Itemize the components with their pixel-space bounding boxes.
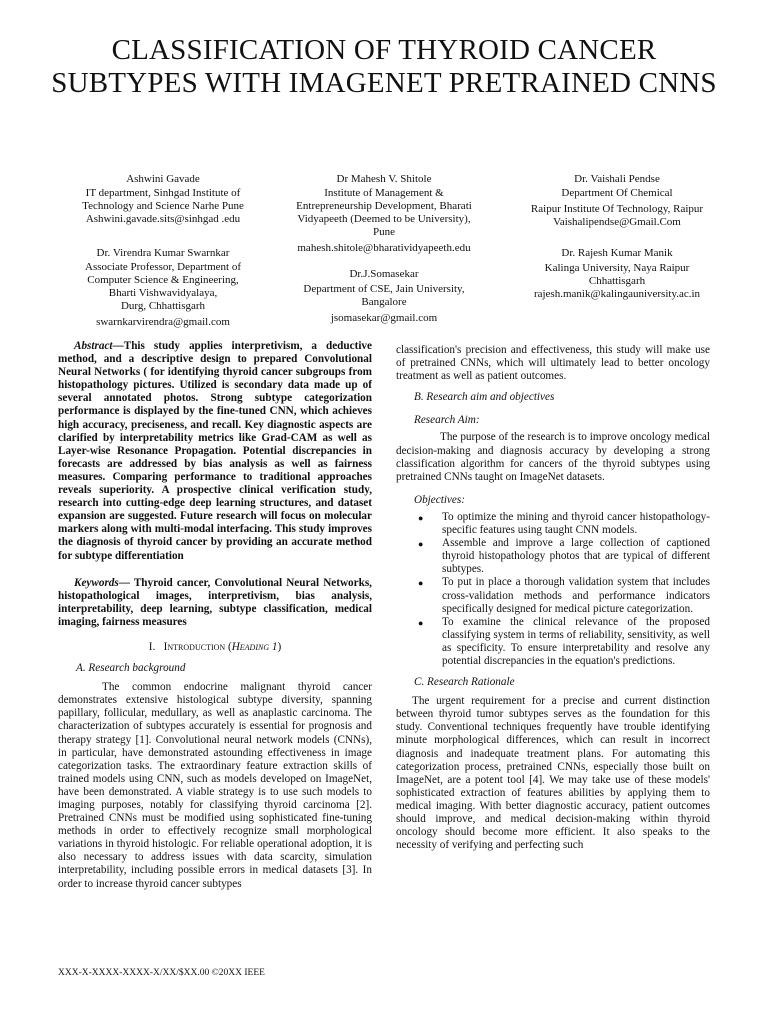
author-affiliation: Department of CSE, Jain University, [303,283,465,295]
section-heading-note: Heading 1 [231,640,278,653]
author-affiliation: IT department, Sinhgad Institute of [85,187,241,199]
abstract [58,340,372,563]
objectives-list [396,511,710,668]
objective-item: ● To examine the clinical relevance of the proposed classifying system in terms of reliability, sensitivity, as well as specificity. To ensure interpretability and resolve any potential discrepancies in the equation's predictions. [442,616,710,668]
author-name: Dr. Virendra Kumar Swarnkar [96,247,230,259]
author-affiliation: Entrepreneurship Development, Bharati [296,200,472,212]
section-paren-open: ( [225,640,232,653]
keywords-label: Keywords [74,576,119,589]
section-number: I. [148,640,156,653]
author-block-4 [58,247,268,329]
author-name: Dr Mahesh V. Shitole [336,173,432,185]
author-affiliation: Technology and Science Narhe Pune [82,200,244,212]
author-affiliation: Pune [373,226,395,238]
section-heading-introduction [58,641,372,654]
right-column [396,344,710,852]
author-affiliation: Chhattisgarh [588,275,646,287]
author-affiliation: Durg, Chhattisgarh [120,300,206,312]
background-text: The common endocrine malignant thyroid cancer demonstrates extensive histological subtype diversity, spanning papillary, follicular, medullary, as well as anaplastic carcinoma. The characterization of subtypes accurately is essential for prognosis and therapy strategy [1]. Convolutional neural network models (CNNs), in particular, have demonstrated astounding effectiveness in image categorization tasks. The extraordinary feature extraction skills of trained models using CNN, such as models developed on ImageNet, have been demonstrated. A viable strategy is to use such models to imaging purposes, notably for classifying thyroid carcinoma [2]. Pretrained CNNs must be modified using sophisticated fine-tuning methods in order to effectively recognize small morphological variations in thyroid histologic. For reliable operational adoption, it is also necessary to address issues with data scarcity, simulation interpretability, including possible errors in medical datasets [3]. In order to increase thyroid cancer subtypes [58,681,372,890]
author-block-5 [275,268,493,325]
rationale-text: The urgent requirement for a precise and current distinction between thyroid tumor subtypes serves as the foundation for this study. Conventional techniques frequently have trouble identifying minute morphological differences, which can result in incorrect diagnosis and inadequate treatment plans. For automating this categorization process, pretrained CNNs, especially those built on ImageNet, are a potent tool [4]. We may take use of these models' sophisticated extraction of features abilities by applying them to medical imaging. With better diagnostic accuracy, patient outcomes should improve, and medical decision-making within thyroid oncology should become more efficient. It also speaks to the necessity of verifying and perfecting such [396,695,710,852]
subsection-heading-background: A. Research background [76,662,186,675]
section-paren-close: ) [277,640,282,653]
author-block-6 [508,247,726,301]
objective-item: ● To put in place a thorough validation system that includes cross-validation methods and performance indicators specifically designed for medical picture categorization. [442,576,710,615]
continuation-text: classification's precision and effectiveness, this study will make use of pretrained CNNs, which will ultimately lead to better oncology treatment as well as patient outcomes. [396,344,710,383]
author-email: rajesh.manik@kalingauniversity.ac.in [533,288,701,300]
author-affiliation: Bharti Vishwavidyalaya, [108,287,218,299]
author-name: Dr. Rajesh Kumar Manik [561,247,673,259]
objectives-label: Objectives: [414,493,465,506]
author-email: mahesh.shitole@bharatividyapeeth.edu [297,242,471,254]
author-email: Vaishalipendse@Gmail.Com [553,216,681,228]
author-block-1 [58,173,268,226]
author-affiliation: Associate Professor, Department of [85,261,241,273]
author-affiliation: Institute of Management & [324,187,444,199]
author-affiliation: Department Of Chemical [561,187,673,199]
subsection-heading-aims: B. Research aim and objectives [414,391,555,404]
keywords [58,577,372,629]
author-affiliation: Computer Science & Engineering, [87,274,239,286]
author-email: jsomasekar@gmail.com [330,312,438,324]
keywords-text: Thyroid cancer, Convolutional Neural Networks, histopathological images, interpretivism, bias analysis, interpretability, deep learning, subtype classification, medical imaging, fairness measures [58,576,372,628]
objective-item: ● Assemble and improve a large collection of captioned thyroid histopathology photos that are typical of different subtypes. [442,537,710,576]
subsection-heading-rationale: C. Research Rationale [414,676,515,689]
author-email: swarnkarvirendra@gmail.com [96,316,230,328]
author-name: Dr.J.Somasekar [349,268,419,280]
section-title: Introduction [163,640,226,653]
research-aim-label: Research Aim: [414,414,480,427]
research-aim-text: The purpose of the research is to improve oncology medical decision-making and diagnosis accuracy by developing a strong classification algorithm for cancers of the thyroid subtypes using pretrained CNNs taught on ImageNet datasets. [396,431,710,483]
author-affiliation: Raipur Institute Of Technology, Raipur [530,203,704,215]
author-block-2 [275,173,493,255]
author-affiliation: Bangalore [361,296,407,308]
author-name: Dr. Vaishali Pendse [574,173,660,185]
abstract-text: This study applies interpretivism, a deductive method, and a descriptive design to prepared Convolutional Neural Networks ( for identifying thyroid cancer subgroups from histopathology pictures. Utilized is secondary data made up of several annotated photos. Strong subtype categorization performance is displayed by the fine-tuned CNN, which achieves high accuracy, preciseness, and recall. Key diagnostic aspects are clarified by interpretability metrics like Grad-CAM as well as Layer-wise Resonance Propagation. Potential discrepancies in forecasts are addressed by bias analysis as well as fairness measures. Comparing performance to traditional approaches reveals superiority. A prospective clinical verification study, research into cutting-edge deep learning structures, and dataset expansion are suggested. Future research will focus on molecular markers along with multi-modal interfacing. This study improves the diagnosis of thyroid cancer by providing an accurate method for subtype differentiation [58,340,372,562]
keywords-dash: — [118,576,134,589]
paper-title: CLASSIFICATION OF THYROID CANCER SUBTYPES WITH IMAGENET PRETRAINED CNNS [51,34,717,99]
author-block-3 [508,173,726,229]
abstract-dash: — [112,340,124,352]
author-affiliation: Kalinga University, Naya Raipur [544,262,690,274]
objective-item: ● To optimize the mining and thyroid cancer histopathology-specific features using taught CNN models. [442,511,710,537]
author-name: Ashwini Gavade [126,173,200,185]
left-column [58,340,372,891]
copyright-footer: XXX-X-XXXX-XXXX-X/XX/$XX.00 ©20XX IEEE [58,968,265,978]
author-email: Ashwini.gavade.sits@sinhgad .edu [85,213,241,225]
author-affiliation: Vidyapeeth (Deemed to be University), [297,213,471,225]
abstract-label: Abstract [74,340,113,352]
